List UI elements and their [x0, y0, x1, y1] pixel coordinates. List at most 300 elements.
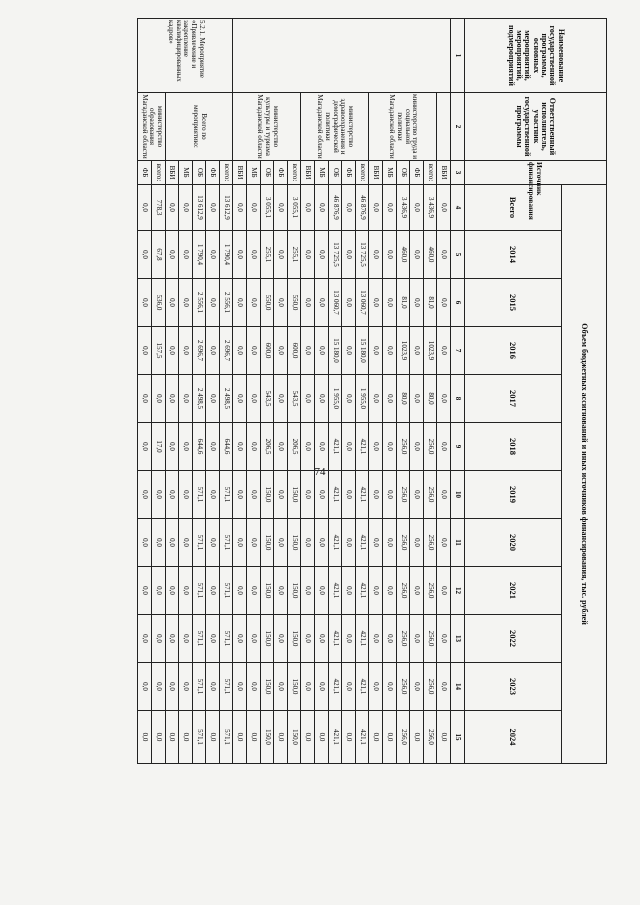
source-cell: МБ	[179, 161, 193, 185]
value-cell: 2 696,7	[219, 327, 233, 375]
value-cell: 0,0	[233, 185, 247, 231]
value-cell: 0,0	[383, 327, 397, 375]
value-cell: 0,0	[206, 615, 220, 663]
value-cell: 0,0	[247, 567, 261, 615]
column-number: 13	[451, 615, 465, 663]
value-cell: 421,1	[355, 663, 369, 711]
value-cell: 0,0	[274, 711, 288, 764]
value-cell: 543,5	[260, 375, 274, 423]
value-cell: 550,0	[260, 279, 274, 327]
value-cell: 2 498,5	[219, 375, 233, 423]
header-total: Всего	[465, 185, 562, 231]
value-cell: 0,0	[369, 615, 383, 663]
header-volume: Объем бюджетных ассигнований и иных источников финансирования, тыс. рублей	[562, 185, 607, 764]
value-cell: 0,0	[138, 375, 152, 423]
value-cell: 0,0	[247, 185, 261, 231]
value-cell: 460,0	[423, 231, 437, 279]
value-cell: 421,1	[355, 471, 369, 519]
value-cell: 0,0	[410, 711, 424, 764]
value-cell: 0,0	[233, 423, 247, 471]
header-year: 2020	[465, 519, 562, 567]
value-cell: 0,0	[247, 375, 261, 423]
value-cell: 0,0	[301, 327, 315, 375]
value-cell: 206,5	[287, 423, 301, 471]
value-cell: 0,0	[179, 663, 193, 711]
value-cell: 0,0	[301, 185, 315, 231]
value-cell: 81,0	[423, 279, 437, 327]
value-cell: 80,0	[423, 375, 437, 423]
value-cell: 421,1	[328, 711, 342, 764]
value-cell: 571,1	[192, 615, 206, 663]
value-cell: 0,0	[315, 663, 329, 711]
value-cell: 0,0	[206, 423, 220, 471]
value-cell: 256,0	[396, 711, 410, 764]
source-cell: МБ	[247, 161, 261, 185]
value-cell: 0,0	[437, 567, 451, 615]
value-cell: 571,1	[219, 711, 233, 764]
value-cell: 150,0	[260, 519, 274, 567]
value-cell: 0,0	[247, 471, 261, 519]
value-cell: 3 055,1	[287, 185, 301, 231]
value-cell: 256,0	[423, 519, 437, 567]
value-cell: 0,0	[315, 423, 329, 471]
value-cell: 0,0	[315, 471, 329, 519]
value-cell: 0,0	[369, 423, 383, 471]
value-cell: 46 876,9	[328, 185, 342, 231]
executor-cell: министерство культуры и туризма Магаданской области	[233, 93, 301, 161]
value-cell: 0,0	[151, 663, 165, 711]
value-cell: 0,0	[247, 327, 261, 375]
value-cell: 0,0	[206, 663, 220, 711]
executor-cell: Всего по мероприятию:	[165, 93, 233, 161]
value-cell: 0,0	[301, 711, 315, 764]
value-cell: 0,0	[274, 327, 288, 375]
value-cell: 0,0	[165, 519, 179, 567]
value-cell: 0,0	[437, 471, 451, 519]
value-cell: 0,0	[410, 231, 424, 279]
value-cell: 0,0	[233, 471, 247, 519]
source-cell: ФБ	[410, 161, 424, 185]
value-cell: 0,0	[315, 615, 329, 663]
value-cell: 0,0	[315, 567, 329, 615]
source-cell: ВБИ	[301, 161, 315, 185]
value-cell: 157,5	[151, 327, 165, 375]
value-cell: 0,0	[383, 279, 397, 327]
value-cell: 0,0	[410, 471, 424, 519]
value-cell: 0,0	[165, 231, 179, 279]
value-cell: 0,0	[410, 567, 424, 615]
value-cell: 0,0	[383, 423, 397, 471]
value-cell: 0,0	[138, 327, 152, 375]
table-row	[151, 19, 165, 764]
value-cell: 2 696,7	[192, 327, 206, 375]
value-cell: 421,1	[355, 711, 369, 764]
value-cell: 0,0	[206, 327, 220, 375]
value-cell: 0,0	[315, 519, 329, 567]
value-cell: 0,0	[179, 519, 193, 567]
value-cell: 0,0	[369, 185, 383, 231]
column-number: 10	[451, 471, 465, 519]
value-cell: 150,0	[260, 471, 274, 519]
value-cell: 0,0	[301, 423, 315, 471]
value-cell: 0,0	[410, 279, 424, 327]
value-cell: 0,0	[342, 471, 356, 519]
value-cell: 0,0	[274, 375, 288, 423]
value-cell: 571,1	[192, 567, 206, 615]
value-cell: 421,1	[328, 615, 342, 663]
value-cell: 0,0	[369, 471, 383, 519]
value-cell: 0,0	[179, 327, 193, 375]
value-cell: 0,0	[138, 567, 152, 615]
value-cell: 600,0	[287, 327, 301, 375]
value-cell: 256,0	[423, 711, 437, 764]
column-number: 6	[451, 279, 465, 327]
value-cell: 0,0	[151, 519, 165, 567]
source-cell: ОБ	[260, 161, 274, 185]
value-cell: 0,0	[342, 279, 356, 327]
value-cell: 0,0	[151, 615, 165, 663]
value-cell: 0,0	[165, 423, 179, 471]
value-cell: 0,0	[233, 567, 247, 615]
value-cell: 0,0	[410, 423, 424, 471]
value-cell: 0,0	[301, 279, 315, 327]
value-cell: 13 060,7	[328, 279, 342, 327]
value-cell: 13 612,9	[192, 185, 206, 231]
value-cell: 0,0	[301, 567, 315, 615]
source-cell: ФБ	[342, 161, 356, 185]
value-cell: 150,0	[287, 471, 301, 519]
value-cell: 0,0	[274, 567, 288, 615]
value-cell: 0,0	[369, 519, 383, 567]
header-year: 2023	[465, 663, 562, 711]
value-cell: 0,0	[342, 711, 356, 764]
value-cell: 150,0	[260, 567, 274, 615]
header-year: 2021	[465, 567, 562, 615]
value-cell: 0,0	[138, 711, 152, 764]
value-cell: 0,0	[369, 279, 383, 327]
column-number: 1	[451, 19, 465, 93]
value-cell: 0,0	[369, 327, 383, 375]
value-cell: 0,0	[383, 711, 397, 764]
table-row	[423, 19, 437, 764]
value-cell: 0,0	[247, 279, 261, 327]
value-cell: 80,0	[396, 375, 410, 423]
value-cell: 421,1	[328, 663, 342, 711]
value-cell: 0,0	[437, 423, 451, 471]
source-cell: ВБИ	[233, 161, 247, 185]
value-cell: 0,0	[342, 423, 356, 471]
financing-table	[137, 18, 607, 764]
header-name: Наименование государственной программы, основных мероприятий, мероприятий, подмероприятий	[465, 19, 607, 93]
value-cell: 644,6	[192, 423, 206, 471]
value-cell: 256,0	[423, 471, 437, 519]
value-cell: 0,0	[138, 519, 152, 567]
value-cell: 0,0	[274, 185, 288, 231]
source-cell: ФБ	[206, 161, 220, 185]
column-number: 4	[451, 185, 465, 231]
value-cell: 0,0	[315, 279, 329, 327]
column-number: 15	[451, 711, 465, 764]
value-cell: 2 556,1	[192, 279, 206, 327]
header-year: 2016	[465, 327, 562, 375]
table-row	[219, 19, 233, 764]
header-source: Источник финансирования	[465, 161, 607, 185]
source-cell: ОБ	[328, 161, 342, 185]
value-cell: 0,0	[301, 375, 315, 423]
value-cell: 150,0	[287, 711, 301, 764]
column-number-row	[451, 19, 465, 764]
value-cell: 256,0	[423, 663, 437, 711]
table-row	[287, 19, 301, 764]
value-cell: 571,1	[219, 519, 233, 567]
value-cell: 0,0	[247, 615, 261, 663]
rotated-page	[142, 18, 607, 763]
value-cell: 3 436,9	[396, 185, 410, 231]
value-cell: 0,0	[206, 231, 220, 279]
value-cell: 256,0	[396, 663, 410, 711]
value-cell: 0,0	[437, 279, 451, 327]
value-cell: 0,0	[437, 711, 451, 764]
value-cell: 81,0	[396, 279, 410, 327]
value-cell: 150,0	[260, 615, 274, 663]
value-cell: 256,0	[396, 615, 410, 663]
value-cell: 0,0	[165, 327, 179, 375]
table-row	[437, 19, 451, 764]
value-cell: 256,0	[396, 423, 410, 471]
value-cell: 0,0	[410, 615, 424, 663]
value-cell: 13 725,5	[328, 231, 342, 279]
value-cell: 256,0	[423, 615, 437, 663]
value-cell: 0,0	[165, 663, 179, 711]
value-cell: 0,0	[369, 567, 383, 615]
value-cell: 0,0	[383, 231, 397, 279]
column-number: 2	[451, 93, 465, 161]
value-cell: 0,0	[437, 375, 451, 423]
value-cell: 0,0	[274, 231, 288, 279]
value-cell: 0,0	[165, 711, 179, 764]
value-cell: 13 725,5	[355, 231, 369, 279]
header-year: 2014	[465, 231, 562, 279]
value-cell: 0,0	[437, 327, 451, 375]
value-cell: 421,1	[355, 423, 369, 471]
value-cell: 0,0	[233, 279, 247, 327]
value-cell: 0,0	[138, 663, 152, 711]
header-year: 2017	[465, 375, 562, 423]
value-cell: 0,0	[301, 519, 315, 567]
value-cell: 256,0	[396, 471, 410, 519]
value-cell: 0,0	[247, 663, 261, 711]
value-cell: 0,0	[274, 519, 288, 567]
value-cell: 0,0	[274, 663, 288, 711]
value-cell: 0,0	[138, 279, 152, 327]
value-cell: 571,1	[219, 471, 233, 519]
activity-cell	[233, 19, 451, 93]
executor-cell	[437, 93, 451, 161]
source-cell: всего:	[355, 161, 369, 185]
value-cell: 206,5	[260, 423, 274, 471]
value-cell: 0,0	[383, 471, 397, 519]
value-cell: 0,0	[165, 471, 179, 519]
column-number: 14	[451, 663, 465, 711]
value-cell: 0,0	[247, 231, 261, 279]
value-cell: 0,0	[206, 375, 220, 423]
value-cell: 0,0	[151, 471, 165, 519]
value-cell: 2 556,1	[219, 279, 233, 327]
value-cell: 1023,9	[423, 327, 437, 375]
header-executor: Ответственный исполнитель, участник государственной программы	[465, 93, 607, 161]
column-number: 3	[451, 161, 465, 185]
value-cell: 0,0	[247, 519, 261, 567]
value-cell: 0,0	[369, 231, 383, 279]
value-cell: 256,0	[423, 567, 437, 615]
value-cell: 571,1	[219, 615, 233, 663]
header-year: 2015	[465, 279, 562, 327]
column-number: 11	[451, 519, 465, 567]
value-cell: 0,0	[342, 615, 356, 663]
value-cell: 2 498,5	[192, 375, 206, 423]
value-cell: 0,0	[179, 185, 193, 231]
source-cell: ОБ	[396, 161, 410, 185]
value-cell: 571,1	[219, 567, 233, 615]
value-cell: 150,0	[287, 615, 301, 663]
value-cell: 0,0	[165, 567, 179, 615]
value-cell: 644,6	[219, 423, 233, 471]
value-cell: 0,0	[342, 519, 356, 567]
value-cell: 778,3	[151, 185, 165, 231]
value-cell: 1 955,0	[328, 375, 342, 423]
value-cell: 0,0	[369, 663, 383, 711]
value-cell: 0,0	[301, 663, 315, 711]
value-cell: 13 612,9	[219, 185, 233, 231]
value-cell: 0,0	[138, 471, 152, 519]
value-cell: 3 436,9	[423, 185, 437, 231]
source-cell: МБ	[383, 161, 397, 185]
value-cell: 0,0	[369, 711, 383, 764]
value-cell: 421,1	[355, 567, 369, 615]
source-cell: всего:	[423, 161, 437, 185]
value-cell: 0,0	[151, 375, 165, 423]
value-cell: 571,1	[192, 663, 206, 711]
value-cell: 0,0	[315, 327, 329, 375]
header-year: 2018	[465, 423, 562, 471]
value-cell: 0,0	[247, 423, 261, 471]
value-cell: 256,0	[396, 567, 410, 615]
value-cell: 571,1	[219, 663, 233, 711]
value-cell: 15 180,0	[328, 327, 342, 375]
value-cell: 0,0	[179, 711, 193, 764]
value-cell: 421,1	[328, 423, 342, 471]
value-cell: 256,0	[423, 423, 437, 471]
value-cell: 150,0	[260, 711, 274, 764]
value-cell: 0,0	[206, 567, 220, 615]
value-cell: 0,0	[437, 663, 451, 711]
value-cell: 421,1	[328, 567, 342, 615]
value-cell: 0,0	[410, 519, 424, 567]
value-cell: 0,0	[301, 231, 315, 279]
source-cell: ВБИ	[369, 161, 383, 185]
value-cell: 0,0	[179, 423, 193, 471]
value-cell: 150,0	[287, 663, 301, 711]
value-cell: 0,0	[138, 423, 152, 471]
value-cell: 0,0	[383, 375, 397, 423]
value-cell: 0,0	[383, 567, 397, 615]
value-cell: 571,1	[192, 711, 206, 764]
source-cell: всего:	[151, 161, 165, 185]
value-cell: 0,0	[138, 185, 152, 231]
value-cell: 17,0	[151, 423, 165, 471]
executor-cell: министерство образования Магаданской области	[138, 93, 165, 161]
source-cell: ВБИ	[437, 161, 451, 185]
column-number: 9	[451, 423, 465, 471]
value-cell: 0,0	[165, 185, 179, 231]
value-cell: 0,0	[410, 663, 424, 711]
value-cell: 0,0	[410, 375, 424, 423]
page-number: 74	[314, 466, 326, 478]
value-cell: 0,0	[138, 231, 152, 279]
value-cell: 150,0	[287, 567, 301, 615]
activity-cell: 5.2.1. Мероприятие «Привлечение и закрепление квалифицированных кадров»	[138, 19, 233, 93]
value-cell: 46 876,9	[355, 185, 369, 231]
value-cell: 0,0	[206, 279, 220, 327]
value-cell: 1023,9	[396, 327, 410, 375]
header-year: 2019	[465, 471, 562, 519]
value-cell: 0,0	[179, 567, 193, 615]
value-cell: 0,0	[138, 615, 152, 663]
column-number: 12	[451, 567, 465, 615]
value-cell: 0,0	[274, 423, 288, 471]
value-cell: 0,0	[383, 185, 397, 231]
value-cell: 0,0	[274, 279, 288, 327]
value-cell: 421,1	[355, 519, 369, 567]
value-cell: 0,0	[342, 567, 356, 615]
value-cell: 0,0	[383, 519, 397, 567]
value-cell: 0,0	[233, 327, 247, 375]
value-cell: 536,0	[151, 279, 165, 327]
value-cell: 0,0	[342, 185, 356, 231]
value-cell: 0,0	[233, 231, 247, 279]
value-cell: 0,0	[274, 615, 288, 663]
value-cell: 0,0	[315, 231, 329, 279]
value-cell: 0,0	[151, 711, 165, 764]
source-cell: ОБ	[192, 161, 206, 185]
value-cell: 0,0	[233, 519, 247, 567]
value-cell: 0,0	[410, 327, 424, 375]
value-cell: 255,1	[260, 231, 274, 279]
table-row	[355, 19, 369, 764]
value-cell: 550,0	[287, 279, 301, 327]
source-cell: ВБИ	[165, 161, 179, 185]
value-cell: 0,0	[315, 375, 329, 423]
source-cell: ФБ	[274, 161, 288, 185]
value-cell: 460,0	[396, 231, 410, 279]
value-cell: 0,0	[437, 231, 451, 279]
value-cell: 0,0	[437, 615, 451, 663]
value-cell: 150,0	[260, 663, 274, 711]
value-cell: 0,0	[233, 663, 247, 711]
header-year: 2022	[465, 615, 562, 663]
value-cell: 0,0	[165, 279, 179, 327]
value-cell: 0,0	[206, 711, 220, 764]
column-number: 5	[451, 231, 465, 279]
value-cell: 0,0	[383, 663, 397, 711]
value-cell: 0,0	[179, 615, 193, 663]
value-cell: 0,0	[165, 375, 179, 423]
value-cell: 600,0	[260, 327, 274, 375]
value-cell: 0,0	[342, 663, 356, 711]
value-cell: 0,0	[151, 567, 165, 615]
value-cell: 13 060,7	[355, 279, 369, 327]
source-cell: всего:	[219, 161, 233, 185]
